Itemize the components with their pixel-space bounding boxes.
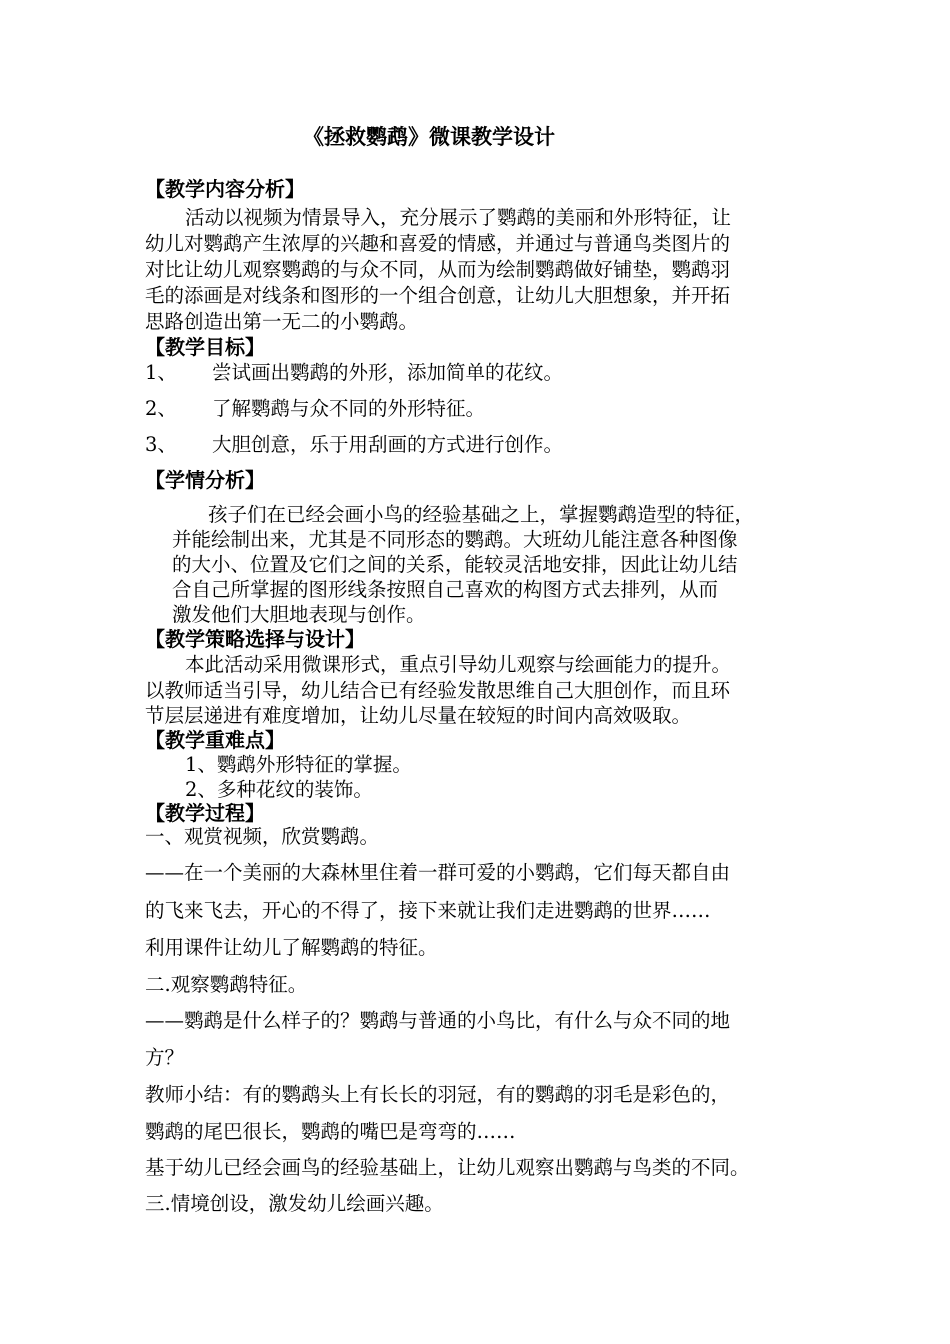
paragraph-line: 节层层递进有难度增加，让幼儿尽量在较短的时间内高效吸取。 [145,704,692,727]
process-line: 方？ [145,1046,185,1069]
objective-number: 1、 [145,361,177,384]
key-point-item: 1、鹦鹉外形特征的掌握。 [185,753,412,776]
paragraph-line: 以教师适当引导，幼儿结合已有经验发散思维自己大胆创作，而且环 [145,679,731,702]
paragraph-line: 的大小、位置及它们之间的关系，能较灵活地安排，因此让幼儿结 [172,553,738,576]
section-heading-key-points: 【教学重难点】 [145,728,285,752]
paragraph-line: 幼儿对鹦鹉产生浓厚的兴趣和喜爱的情感，并通过与普通鸟类图片的 [145,232,731,255]
objective-number: 2、 [145,397,177,420]
paragraph-line: 孩子们在已经会画小鸟的经验基础之上，掌握鹦鹉造型的特征， [208,503,755,526]
section-heading-strategy: 【教学策略选择与设计】 [145,627,365,651]
key-point-item: 2、多种花纹的装饰。 [185,778,373,801]
paragraph-line: 活动以视频为情景导入，充分展示了鹦鹉的美丽和外形特征，让 [185,206,732,229]
process-line: ——鹦鹉是什么样子的？鹦鹉与普通的小鸟比，有什么与众不同的地 [145,1009,731,1032]
process-line: 利用课件让幼儿了解鹦鹉的特征。 [145,936,438,959]
section-heading-objectives: 【教学目标】 [145,335,265,359]
process-line: 三.情境创设，激发幼儿绘画兴趣。 [145,1192,444,1215]
objective-text: 尝试画出鹦鹉的外形，添加简单的花纹。 [212,361,564,384]
paragraph-line: 激发他们大胆地表现与创作。 [172,603,426,626]
objective-text: 了解鹦鹉与众不同的外形特征。 [212,397,486,420]
section-heading-content-analysis: 【教学内容分析】 [145,177,305,201]
process-line: 鹦鹉的尾巴很长，鹦鹉的嘴巴是弯弯的…… [145,1120,516,1143]
paragraph-line: 思路创造出第一无二的小鹦鹉。 [145,310,419,333]
paragraph-line: 合自己所掌握的图形线条按照自己喜欢的构图方式去排列，从而 [172,578,719,601]
objective-number: 3、 [145,433,177,456]
paragraph-line: 对比让幼儿观察鹦鹉的与众不同，从而为绘制鹦鹉做好铺垫，鹦鹉羽 [145,258,731,281]
process-line: 二.观察鹦鹉特征。 [145,973,308,996]
section-heading-learner-analysis: 【学情分析】 [145,468,265,492]
process-line: 一、观赏视频，欣赏鹦鹉。 [145,825,380,848]
section-heading-process: 【教学过程】 [145,801,265,825]
process-line: 基于幼儿已经会画鸟的经验基础上，让幼儿观察出鹦鹉与鸟类的不同。 [145,1156,750,1179]
objective-text: 大胆创意，乐于用刮画的方式进行创作。 [212,433,564,456]
process-line: 的飞来飞去，开心的不得了，接下来就让我们走进鹦鹉的世界…… [145,899,711,922]
process-line: ——在一个美丽的大森林里住着一群可爱的小鹦鹉，它们每天都自由 [145,861,731,884]
paragraph-line: 本此活动采用微课形式，重点引导幼儿观察与绘画能力的提升。 [185,653,732,676]
paragraph-line: 并能绘制出来，尤其是不同形态的鹦鹉。大班幼儿能注意各种图像 [172,528,738,551]
document-title: 《拯救鹦鹉》微课教学设计 [303,124,555,149]
process-line: 教师小结：有的鹦鹉头上有长长的羽冠，有的鹦鹉的羽毛是彩色的， [145,1083,731,1106]
paragraph-line: 毛的添画是对线条和图形的一个组合创意，让幼儿大胆想象，并开拓 [145,284,731,307]
